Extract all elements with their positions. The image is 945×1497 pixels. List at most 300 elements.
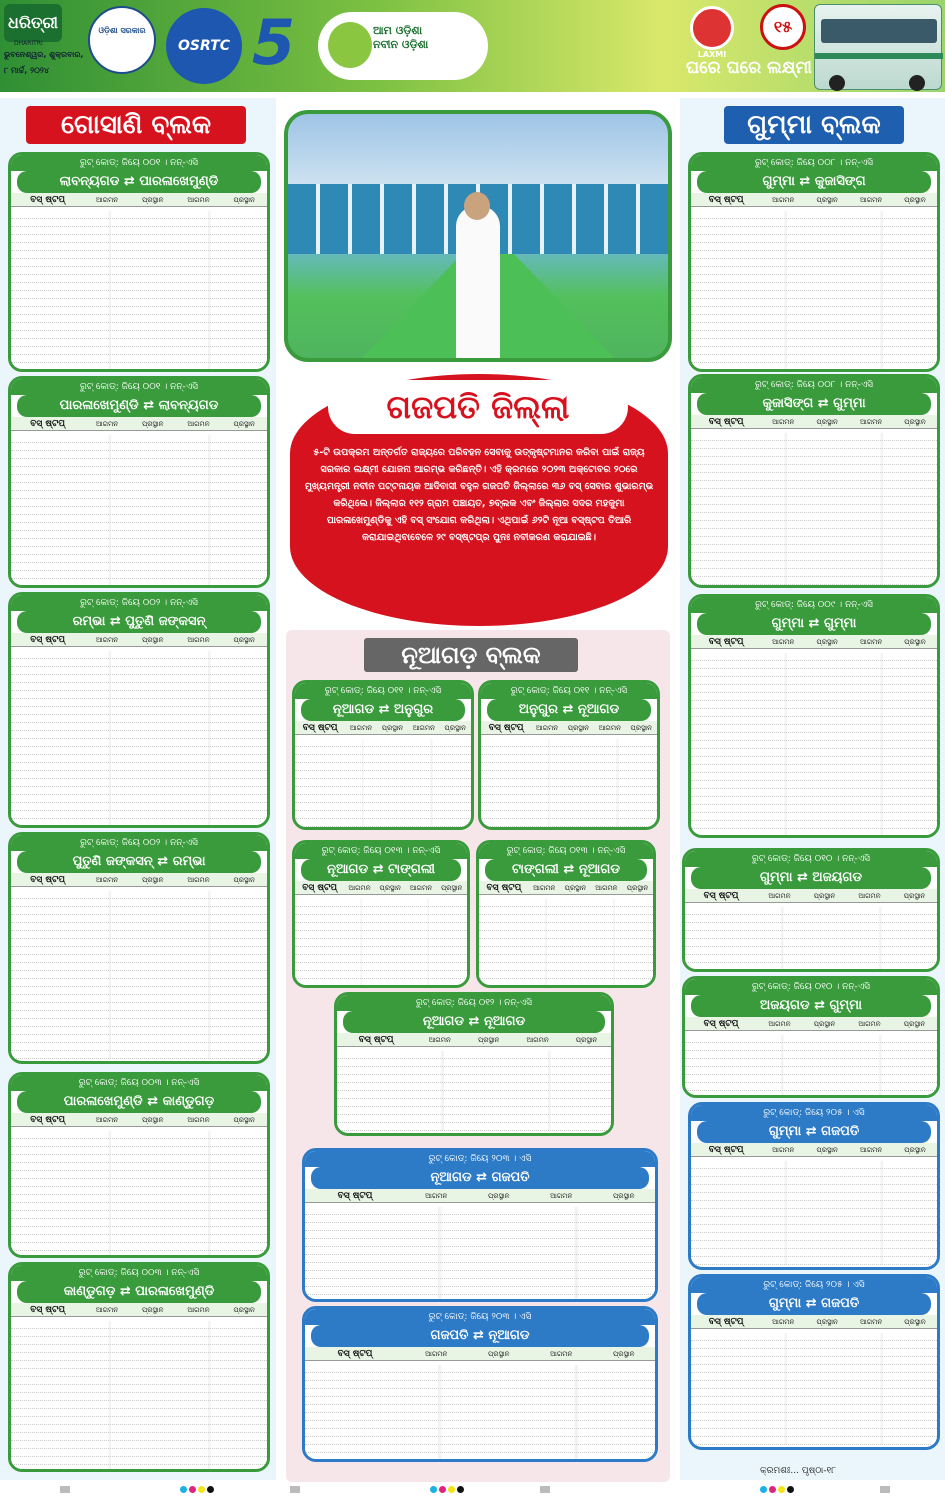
table-row [479, 979, 653, 987]
table-row [295, 907, 467, 915]
table-row [305, 1239, 655, 1247]
table-header [305, 1189, 655, 1203]
dep-header: ପ୍ରସ୍ଥାନ [816, 418, 838, 426]
dateline: ଭୁବନେଶ୍ୱର, ଶୁକ୍ରବାର, [4, 50, 84, 59]
arr-header: ଆଗମନ [95, 636, 119, 644]
table-row [11, 555, 267, 563]
stop-header: ବସ୍ ଷ୍ଟପ୍ [302, 883, 337, 893]
route-code: ରୁଟ୍ କୋଡ୍: ଜିୟେ ୨୦୩ । ଏସି [305, 1151, 655, 1167]
arr-header: ଆଗମନ [187, 196, 210, 204]
table-row [481, 819, 657, 827]
route-code: ରୁଟ୍ କୋଡ୍: ଜିୟେ ୦୦୩ । ନନ୍-ଏସି [11, 1265, 267, 1281]
table-row [305, 1223, 655, 1231]
table-row [691, 363, 937, 371]
route-card [334, 992, 614, 1136]
table-row [295, 771, 471, 779]
route-title: ଗୁମ୍ମା ⇄ କୁଜାସିଙ୍ଗ [697, 171, 931, 193]
table-row [305, 1365, 655, 1373]
table-row [11, 795, 267, 803]
table-row [481, 747, 657, 755]
dep-header: ପ୍ରସ୍ଥାନ [904, 418, 926, 426]
table-row [11, 307, 267, 315]
route-code: ରୁଟ୍ କୋଡ୍: ଜିୟେ ୨୦୩ । ଏସି [305, 1309, 655, 1325]
table-row [691, 473, 937, 481]
route-card [682, 848, 940, 972]
table-row [481, 811, 657, 819]
table-row [305, 1215, 655, 1223]
masthead [0, 0, 945, 92]
arr-header: ଆଗମନ [95, 420, 119, 428]
route-code: ରୁଟ୍ କୋଡ୍: ଜିୟେ ୦୦୧ । ନନ୍-ଏସି [11, 379, 267, 395]
table-row [481, 755, 657, 763]
table-row [11, 891, 267, 899]
date: ୮ ମାର୍ଚ୍ଚ, ୨୦୨୪ [4, 66, 49, 75]
table-row [691, 685, 937, 693]
table-row [691, 1413, 937, 1421]
table-row [691, 1193, 937, 1201]
table-header [295, 881, 467, 895]
stop-header: ବସ୍ ଷ୍ଟପ୍ [703, 1019, 739, 1029]
table-row [11, 1409, 267, 1417]
table-header [691, 415, 937, 429]
timetable-rows [479, 899, 653, 985]
table-row [11, 1401, 267, 1409]
table-row [295, 747, 471, 755]
route-card [302, 1306, 658, 1462]
table-row [11, 1179, 267, 1187]
route-title: କୁଜାସିଙ୍ଗ ⇄ ଗୁମ୍ମା [697, 393, 931, 415]
dep-header: ପ୍ରସ୍ଥାନ [233, 196, 255, 204]
table-row [691, 323, 937, 331]
route-title: ପାରଳାଖେମୁଣ୍ଡି ⇄ କାଣ୍ଡୁଗଡ଼ [17, 1091, 261, 1113]
table-row [481, 771, 657, 779]
table-row [295, 955, 467, 963]
route-code: ରୁଟ୍ କୋଡ୍: ଜିୟେ ୦୦୩ । ନନ୍-ଏସି [11, 1075, 267, 1091]
table-row [691, 259, 937, 267]
table-row [305, 1373, 655, 1381]
table-row [11, 651, 267, 659]
route-card [8, 152, 270, 372]
route-title: ଗୁମ୍ମା ⇄ ଗଜପତି [697, 1121, 931, 1143]
timetable-rows [305, 1365, 655, 1459]
table-header [11, 417, 267, 431]
table-row [479, 923, 653, 931]
table-row [479, 971, 653, 979]
table-row [481, 803, 657, 811]
table-row [691, 805, 937, 813]
stop-header: ବସ୍ ଷ୍ଟପ୍ [708, 417, 744, 427]
arr-header: ଆଗମନ [550, 1350, 573, 1358]
route-title: ଅଜୟଗଡ ⇄ ଗୁମ୍ମା [691, 995, 931, 1017]
arr-header: ଆଗମନ [772, 1146, 795, 1154]
timetable-rows [685, 907, 937, 969]
table-row [685, 1067, 937, 1075]
table-row [691, 1357, 937, 1365]
table-row [691, 1349, 937, 1357]
continued-note: କ୍ରମଶଃ... ପୃଷ୍ଠା-୧୮ [760, 1466, 836, 1476]
timetable-rows [691, 1161, 937, 1267]
table-row [11, 507, 267, 515]
route-code: ରୁଟ୍ କୋଡ୍: ଜିୟେ ୦୦୯ । ନନ୍-ଏସି [691, 597, 937, 613]
table-row [11, 707, 267, 715]
table-row [11, 1393, 267, 1401]
dep-header: ପ୍ରସ୍ଥାନ [142, 1116, 164, 1124]
table-row [11, 259, 267, 267]
arr-header: ଆଗମନ [859, 196, 883, 204]
tagline: ଘରେ ଘରେ ଲକ୍ଷ୍ମୀ [686, 58, 812, 78]
odisha-emblem [88, 6, 156, 74]
stop-header: ବସ୍ ଷ୍ଟପ୍ [486, 883, 522, 893]
table-row [11, 731, 267, 739]
table-header [685, 889, 937, 903]
table-row [691, 355, 937, 363]
table-row [11, 1171, 267, 1179]
dep-header: ପ୍ରସ୍ଥାନ [904, 1146, 926, 1154]
stop-header: ବସ୍ ଷ୍ଟପ୍ [30, 419, 65, 429]
dep-header: ପ୍ରସ୍ଥାନ [440, 884, 463, 892]
table-row [11, 459, 267, 467]
table-row [691, 1257, 937, 1265]
arr-header: ଆଗମନ [425, 1350, 448, 1358]
arr-header: ଆଗମନ [858, 1020, 881, 1028]
stop-header: ବସ୍ ଷ୍ଟପ୍ [30, 195, 65, 205]
table-row [11, 1131, 267, 1139]
dep-header: ପ୍ରସ୍ଥାନ [142, 1306, 164, 1314]
arr-header: ଆଗମନ [412, 724, 435, 732]
dep-header: ପ୍ରସ୍ଥାନ [816, 638, 838, 646]
table-row [11, 491, 267, 499]
table-row [11, 667, 267, 675]
table-row [691, 749, 937, 757]
table-row [11, 1449, 267, 1457]
table-row [691, 283, 937, 291]
dep-header: ପ୍ରସ୍ଥାନ [564, 884, 587, 892]
route-title: ଲାବନ୍ୟଗଡ ⇄ ପାରଳାଖେମୁଣ୍ଡି [17, 171, 261, 193]
route-card [302, 1148, 658, 1302]
route-card [292, 680, 474, 830]
route-code: ରୁଟ୍ କୋଡ୍: ଜିୟେ ୦୦୨ । ନନ୍-ଏସି [11, 835, 267, 851]
table-row [691, 275, 937, 283]
table-row [305, 1247, 655, 1255]
table-row [337, 1051, 611, 1059]
table-row [691, 441, 937, 449]
dep-header: ପ୍ରସ୍ଥାନ [142, 876, 164, 884]
table-row [691, 561, 937, 569]
bus-image [814, 4, 942, 90]
table-row [11, 779, 267, 787]
table-row [337, 1083, 611, 1091]
table-row [11, 979, 267, 987]
table-row [11, 1163, 267, 1171]
table-row [691, 693, 937, 701]
table-row [11, 1361, 267, 1369]
table-row [305, 1453, 655, 1461]
table-row [305, 1271, 655, 1279]
route-code: ରୁଟ୍ କୋଡ୍: ଜିୟେ ୦୦୨ । ନନ୍-ଏସି [11, 595, 267, 611]
table-header [685, 1017, 937, 1031]
table-row [11, 1345, 267, 1353]
table-row [691, 789, 937, 797]
table-header [11, 193, 267, 207]
table-row [11, 1433, 267, 1441]
table-row [479, 947, 653, 955]
arr-header: ଆଗମନ [772, 418, 795, 426]
stop-header: ବସ୍ ଷ୍ଟପ୍ [30, 875, 65, 885]
ama-odisha-logo [318, 12, 488, 80]
stop-header: ବସ୍ ଷ୍ଟପ୍ [30, 1305, 65, 1315]
table-row [11, 251, 267, 259]
table-row [11, 1465, 267, 1472]
table-row [11, 531, 267, 539]
table-row [305, 1295, 655, 1302]
table-row [691, 481, 937, 489]
dep-header: ପ୍ରସ୍ଥାନ [816, 1146, 838, 1154]
table-row [11, 475, 267, 483]
table-row [11, 275, 267, 283]
laxmi-ring-icon [690, 6, 734, 50]
table-row [691, 227, 937, 235]
table-row [11, 563, 267, 571]
table-row [295, 755, 471, 763]
timetable-rows [691, 1333, 937, 1447]
feature-title: ଗଜପତି ଜିଲ୍ଲା [328, 380, 628, 434]
table-row [11, 315, 267, 323]
table-row [11, 1187, 267, 1195]
arr-header: ଆଗମନ [95, 196, 119, 204]
table-row [685, 939, 937, 947]
table-row [11, 443, 267, 451]
table-row [691, 545, 937, 553]
dep-header: ପ୍ରସ୍ଥାନ [904, 1318, 926, 1326]
table-row [11, 931, 267, 939]
stop-header: ବସ୍ ଷ୍ଟପ୍ [358, 1035, 394, 1045]
route-title: ଗୁମ୍ମା ⇄ ଗଜପତି [697, 1293, 931, 1315]
arr-header: ଆଗମନ [409, 884, 433, 892]
table-row [295, 779, 471, 787]
table-row [11, 923, 267, 931]
table-row [337, 1107, 611, 1115]
arr-header: ଆଗମନ [187, 1306, 210, 1314]
route-code: ରୁଟ୍ କୋଡ୍: ଜିୟେ ୦୦୮ । ନନ୍-ଏସି [691, 377, 937, 393]
table-row [691, 701, 937, 709]
table-row [691, 449, 937, 457]
table-row [305, 1437, 655, 1445]
table-row [685, 1035, 937, 1043]
arr-header: ଆଗମନ [859, 1146, 883, 1154]
arr-header: ଆଗମନ [859, 418, 883, 426]
gajapati-feature [290, 374, 668, 626]
arr-header: ଆଗମନ [425, 1192, 448, 1200]
route-title: ପାରଳାଖେମୁଣ୍ଡି ⇄ ଲାବନ୍ୟଗଡ [17, 395, 261, 417]
table-row [691, 1421, 937, 1429]
dep-header: ପ୍ରସ୍ଥାନ [381, 724, 404, 732]
table-row [11, 467, 267, 475]
table-row [479, 931, 653, 939]
table-row [305, 1231, 655, 1239]
table-row [11, 435, 267, 443]
table-row [691, 331, 937, 339]
dep-header: ପ୍ରସ୍ଥାନ [575, 1036, 598, 1044]
timetable-rows [481, 739, 657, 827]
gosani-block-banner: ଗୋସାଣି ବ୍ଲକ [26, 106, 246, 144]
table-row [305, 1421, 655, 1429]
route-card [688, 152, 940, 372]
table-row [295, 763, 471, 771]
table-row [691, 347, 937, 355]
table-row [11, 747, 267, 755]
table-header [691, 1315, 937, 1329]
table-row [479, 907, 653, 915]
dep-header: ପ୍ରସ୍ଥାନ [477, 1036, 500, 1044]
route-card [688, 374, 940, 588]
arr-header: ଆଗମନ [768, 1020, 791, 1028]
table-row [691, 661, 937, 669]
table-row [11, 1011, 267, 1019]
table-row [691, 709, 937, 717]
table-row [11, 339, 267, 347]
table-row [685, 963, 937, 971]
table-row [691, 235, 937, 243]
table-row [11, 1027, 267, 1035]
table-row [11, 1369, 267, 1377]
table-row [337, 1115, 611, 1123]
timetable-rows [11, 1321, 267, 1469]
arr-header: ଆଗମନ [859, 638, 883, 646]
laxmi-label: LAXMI [697, 50, 727, 59]
table-row [11, 803, 267, 811]
table-row [685, 1091, 937, 1098]
table-row [691, 1397, 937, 1405]
table-row [691, 1161, 937, 1169]
route-title: ପୁତୁଣି ଜଙ୍କସନ୍ ⇄ ରମ୍ଭା [17, 851, 261, 873]
table-row [691, 765, 937, 773]
table-row [11, 1353, 267, 1361]
arr-header: ଆଗମନ [533, 884, 556, 892]
table-row [479, 963, 653, 971]
table-row [11, 211, 267, 219]
table-row [305, 1413, 655, 1421]
table-row [691, 251, 937, 259]
table-row [295, 939, 467, 947]
route-code: ରୁଟ୍ କୋଡ୍: ଜିୟେ ୦୧୩ । ନନ୍-ଏସି [295, 843, 467, 859]
govt-label: ଓଡ଼ିଶା ସରକାର [98, 26, 146, 35]
arr-header: ଆଗମନ [526, 1036, 549, 1044]
table-row [11, 1377, 267, 1385]
table-row [305, 1445, 655, 1453]
table-row [11, 515, 267, 523]
arr-header: ଆଗମନ [772, 638, 795, 646]
table-row [11, 331, 267, 339]
dharitri-logo: ଧରିତ୍ରୀ [4, 4, 62, 42]
table-row [11, 547, 267, 555]
table-header [691, 193, 937, 207]
arr-header: ଆଗମନ [772, 1318, 795, 1326]
table-row [11, 235, 267, 243]
table-row [691, 505, 937, 513]
dep-header: ପ୍ରସ୍ଥାନ [613, 1192, 635, 1200]
table-row [11, 363, 267, 371]
route-title: କାଣ୍ଡୁଗଡ଼ ⇄ ପାରଳାଖେମୁଣ୍ଡି [17, 1281, 261, 1303]
arr-header: ଆଗମନ [595, 884, 618, 892]
table-row [11, 451, 267, 459]
route-code: ରୁଟ୍ କୋଡ୍: ଜିୟେ ୨୦୫ । ଏସି [691, 1277, 937, 1293]
table-row [11, 1251, 267, 1258]
dep-header: ପ୍ରସ୍ଥାନ [379, 884, 401, 892]
table-row [11, 811, 267, 819]
route-card [8, 592, 270, 828]
table-row [691, 813, 937, 821]
table-row [11, 1051, 267, 1059]
arr-header: ଆଗମନ [95, 876, 119, 884]
route-title: ଗଜପତି ⇄ ନୂଆଗଡ [311, 1325, 649, 1347]
route-code: ରୁଟ୍ କୋଡ୍: ଜିୟେ ୦୧୧ । ନନ୍-ଏସି [295, 683, 471, 699]
route-code: ରୁଟ୍ କୋଡ୍: ଜିୟେ ୦୦୮ । ନନ୍-ଏସି [691, 155, 937, 171]
five-t-logo: 5 [252, 6, 296, 79]
dep-header: ପ୍ରସ୍ଥାନ [567, 724, 590, 732]
route-code: ରୁଟ୍ କୋଡ୍: ଜିୟେ ୦୦୧ । ନନ୍-ଏସି [11, 155, 267, 171]
table-row [691, 1437, 937, 1445]
route-code: ରୁଟ୍ କୋଡ୍: ଜିୟେ ୦୧୨ । ନନ୍-ଏସି [337, 995, 611, 1011]
table-row [11, 1035, 267, 1043]
table-row [691, 299, 937, 307]
table-row [337, 1059, 611, 1067]
table-row [305, 1397, 655, 1405]
arr-header: ଆଗମନ [349, 724, 373, 732]
table-row [11, 291, 267, 299]
table-row [691, 1333, 937, 1341]
route-title: ନୂଆଗଡ ⇄ ନୂଆଗଡ [343, 1011, 605, 1033]
table-row [11, 683, 267, 691]
stop-header: ବସ୍ ଷ୍ଟପ୍ [708, 1317, 744, 1327]
dep-header: ପ୍ରସ୍ଥାନ [904, 638, 926, 646]
table-row [11, 995, 267, 1003]
table-row [11, 771, 267, 779]
table-row [691, 1341, 937, 1349]
table-row [691, 653, 937, 661]
table-header [11, 873, 267, 887]
table-row [305, 1389, 655, 1397]
table-row [479, 955, 653, 963]
table-row [11, 1043, 267, 1051]
route-card [476, 840, 656, 988]
timetable-rows [11, 435, 267, 585]
table-row [691, 267, 937, 275]
arr-header: ଆଗମନ [187, 636, 210, 644]
table-row [11, 1235, 267, 1243]
table-row [691, 773, 937, 781]
table-row [11, 819, 267, 827]
stop-header: ବସ୍ ଷ୍ଟପ୍ [488, 723, 524, 733]
table-row [11, 947, 267, 955]
route-code: ରୁଟ୍ କୋଡ୍: ଜିୟେ ୨୦୫ । ଏସି [691, 1105, 937, 1121]
dep-header: ପ୍ରସ୍ଥାନ [233, 1116, 255, 1124]
table-row [481, 763, 657, 771]
table-row [685, 931, 937, 939]
table-row [685, 947, 937, 955]
table-row [691, 243, 937, 251]
table-row [479, 939, 653, 947]
table-row [481, 739, 657, 747]
timetable-rows [11, 891, 267, 1061]
table-row [691, 1177, 937, 1185]
table-row [295, 795, 471, 803]
table-row [691, 315, 937, 323]
dep-header: ପ୍ରସ୍ଥାନ [142, 196, 164, 204]
table-row [11, 987, 267, 995]
table-row [337, 1067, 611, 1075]
table-row [11, 787, 267, 795]
table-row [11, 955, 267, 963]
